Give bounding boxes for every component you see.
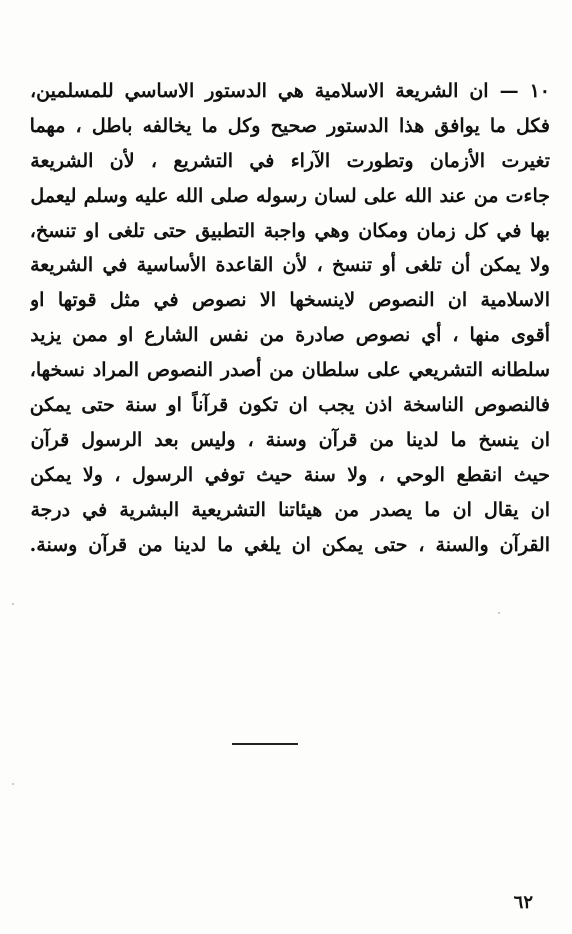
text-line: حيث انقطع الوحي ، ولا سنة حيث توفي الرسول ، ولا يمكن <box>30 463 550 486</box>
text-line: تغيرت الأزمان وتطورت الآراء في التشريع ، لأن الشريعة <box>30 149 550 172</box>
text-line: الاسلامية ان النصوص لاينسخها الا نصوص في مثل قوتها او <box>30 289 550 312</box>
text-line: ١٠ — ان الشريعة الاسلامية هي الدستور الاساسي للمسلمين، <box>30 80 550 102</box>
text-line: ان ينسخ ما لدينا من قرآن وسنة ، وليس بعد الرسول قرآن <box>30 428 550 451</box>
page-number: ٦٢ <box>513 892 533 913</box>
scan-speck <box>12 783 14 785</box>
text-line: فالنصوص الناسخة اذن يجب ان تكون قرآناً او سنة حتى يمكن <box>30 394 550 417</box>
scan-speck <box>498 612 500 614</box>
text-line: القرآن والسنة ، حتى يمكن ان يلغي ما لدينا من قرآن وسنة. <box>30 533 550 556</box>
text-line: بها في كل زمان ومكان وهي واجبة التطبيق حتى تلغى او تنسخ، <box>30 219 550 242</box>
section-divider <box>232 743 298 745</box>
scan-speck <box>12 603 14 605</box>
text-line: ان يقال ان ما يصدر من هيئاتنا التشريعية البشرية في درجة <box>30 498 550 521</box>
text-line: سلطانه التشريعي على سلطان من أصدر النصوص المراد نسخها، <box>30 359 550 382</box>
paragraph-item-10 <box>30 74 550 562</box>
text-line: ولا يمكن أن تلغى أو تنسخ ، لأن القاعدة الأساسية في الشريعة <box>30 254 550 277</box>
text-line: جاءت من عند الله على لسان رسوله صلى الله عليه وسلم ليعمل <box>30 184 550 207</box>
text-line: أقوى منها ، أي نصوص صادرة من نفس الشارع او ممن يزيد <box>30 324 550 347</box>
text-line: فكل ما يوافق هذا الدستور صحيح وكل ما يخالفه باطل ، مهما <box>30 114 550 137</box>
